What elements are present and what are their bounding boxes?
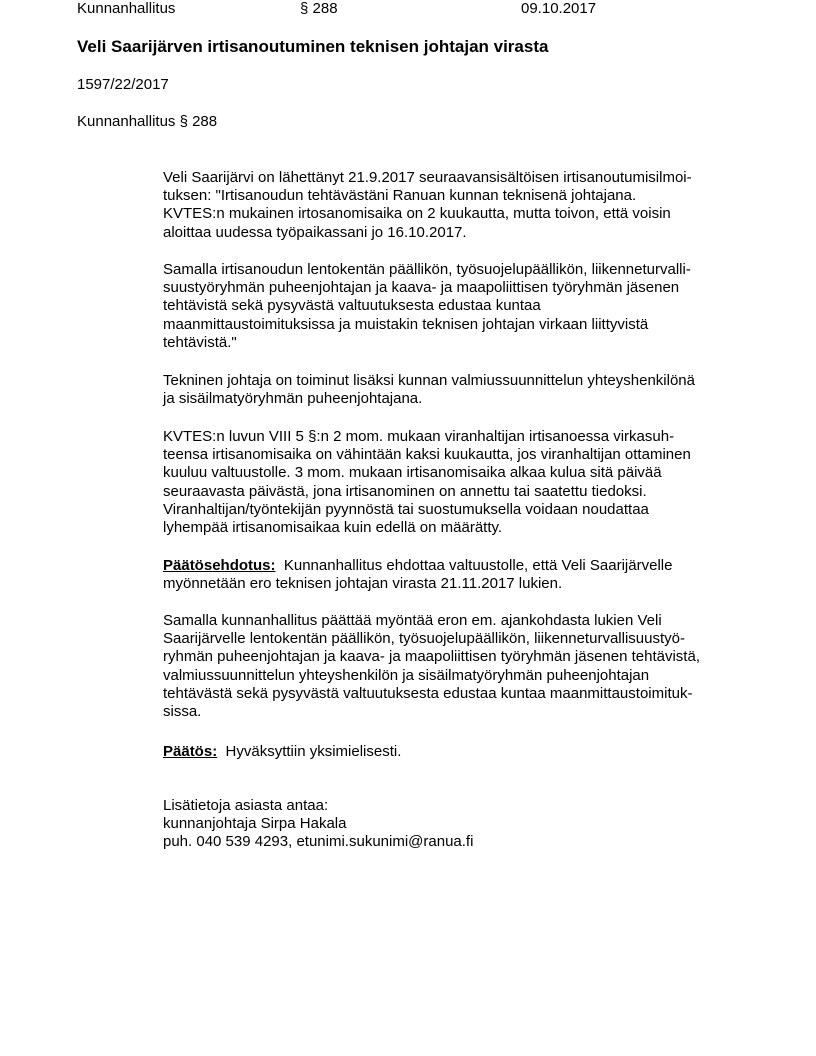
line: sissa. (163, 703, 202, 721)
line: lyhempää irtisanomisaikaa kuin edellä on määrätty. (163, 519, 503, 537)
line: ryhmän puheenjohtajan ja kaava- ja maapoliittisen työryhmän jäsenen tehtävistä, (163, 648, 700, 666)
line: Lisätietoja asiasta antaa: (163, 797, 329, 814)
line: ja sisäilmatyöryhmän puheenjohtajana. (163, 390, 423, 408)
line: teensa irtisanomisaika on vähintään kaksi kuukautta, jos viranhaltijan ottaminen (163, 446, 691, 464)
line: KVTES:n luvun VIII 5 §:n 2 mom. mukaan viranhaltijan irtisanoessa virkasuh- (163, 428, 675, 445)
line: tuksen: "Irtisanoudun tehtävästäni Ranuan kunnan teknisenä johtajana. (163, 187, 637, 205)
header-body: Kunnanhallitus (77, 0, 176, 17)
line: tehtävästä sekä pysyvästä valtuutuksesta edustaa kuntaa maanmittaustoimituk- (163, 684, 693, 702)
paragraph-1 (163, 169, 692, 242)
line: myönnetään ero teknisen johtajan virasta 21.11.2017 lukien. (163, 575, 563, 593)
section-ref: Kunnanhallitus § 288 (77, 113, 218, 130)
line: valmiussuunnittelun yhteyshenkilön ja sisäilmatyöryhmän puheenjohtajan (163, 666, 650, 684)
line: tehtävistä sekä pysyvästä valtuutuksesta edustaa kuntaa (163, 297, 541, 315)
line: puh. 040 539 4293, etunimi.sukunimi@ranua.fi (163, 833, 474, 851)
line: kunnanjohtaja Sirpa Hakala (163, 815, 347, 833)
header-date: 09.10.2017 (521, 0, 597, 17)
line: kuuluu valtuustolle. 3 mom. mukaan irtisanomisaika alkaa kulua sitä päivää (163, 464, 662, 482)
line: Samalla kunnanhallitus päättää myöntää eron em. ajankohdasta lukien Veli (163, 612, 662, 629)
header-section: § 288 (300, 0, 338, 17)
decision (163, 743, 401, 761)
line: tehtävistä." (163, 333, 237, 351)
proposal (163, 557, 672, 593)
line: seuraavasta päivästä, jona irtisanominen on annettu tai saatettu tiedoksi. (163, 482, 647, 500)
contact (163, 797, 473, 852)
page-title: Veli Saarijärven irtisanoutuminen teknisen johtajan virasta (77, 37, 549, 56)
paragraph-4 (163, 428, 691, 537)
paragraph-3 (163, 372, 695, 408)
decision-text: Hyväksyttiin yksimielisesti. (225, 743, 402, 760)
line: maanmittaustoimituksissa ja muistakin teknisen johtajan virkaan liittyvistä (163, 315, 649, 333)
paragraph-after-proposal (163, 612, 700, 721)
paragraph-2 (163, 261, 691, 352)
case-number: 1597/22/2017 (77, 76, 169, 93)
line: Samalla irtisanoudun lentokentän päällikön, työsuojelupäällikön, liikenneturvalli- (163, 261, 691, 278)
line: suustyöryhmän puheenjohtajan ja kaava- ja maapoliittisen työryhmän jäsenen (163, 279, 680, 297)
line: Saarijärvelle lentokentän päällikön, työsuojelupäällikön, liikenneturvallisuustyö- (163, 630, 685, 648)
line: Viranhaltijan/työntekijän pyynnöstä tai suostumuksella voidaan noudattaa (163, 500, 649, 518)
line: Veli Saarijärvi on lähettänyt 21.9.2017 seuraavansisältöisen irtisanoutumisilmoi- (163, 169, 692, 186)
line: Tekninen johtaja on toiminut lisäksi kunnan valmiussuunnittelun yhteyshenkilönä (163, 372, 695, 389)
line: KVTES:n mukainen irtosanomisaika on 2 kuukautta, mutta toivon, että voisin (163, 205, 671, 223)
proposal-label: Päätösehdotus: (163, 557, 276, 574)
line: Kunnanhallitus ehdottaa valtuustolle, että Veli Saarijärvelle (283, 557, 673, 574)
decision-label: Päätös: (163, 743, 218, 760)
line: aloittaa uudessa työpaikassani jo 16.10.2017. (163, 223, 467, 241)
